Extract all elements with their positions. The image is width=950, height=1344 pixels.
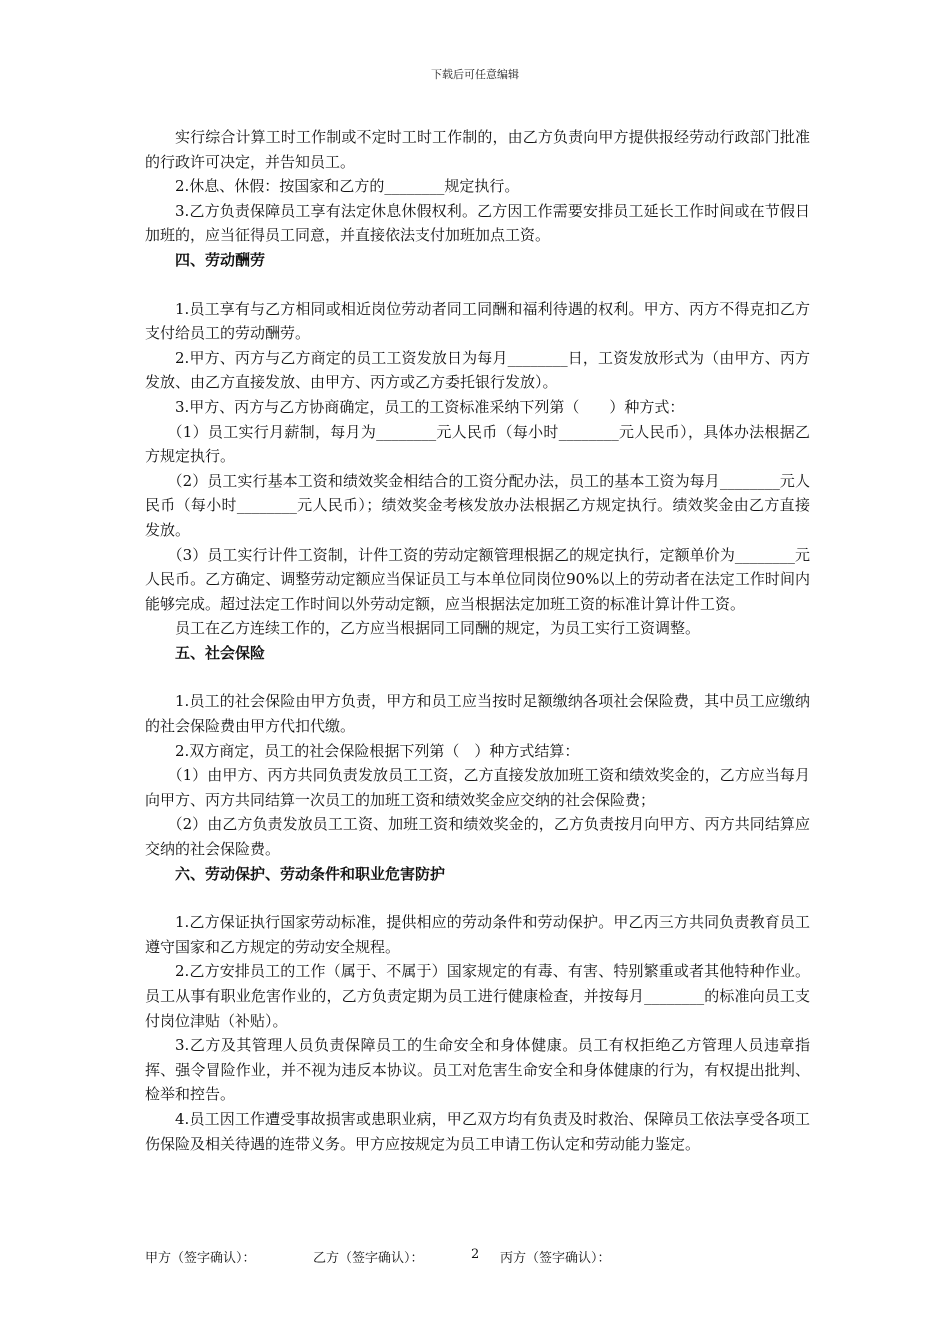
paragraph: （1）由甲方、丙方共同负责发放员工工资，乙方直接发放加班工资和绩效奖金的，乙方应当每月向甲方、丙方共同结算一次员工的加班工资和绩效奖金应交纳的社会保险费； — [145, 766, 810, 809]
paragraph: 3.甲方、丙方与乙方协商确定，员工的工资标准采纳下列第（ ）种方式： — [175, 397, 685, 416]
party-b-signature-label: 乙方（签字确认）： — [313, 1251, 424, 1266]
paragraph: 员工在乙方连续工作的，乙方应当根据同工同酬的规定，为员工实行工资调整。 — [175, 619, 701, 638]
contract-body — [145, 125, 810, 1156]
paragraph: 1.乙方保证执行国家劳动标准，提供相应的劳动条件和劳动保护。甲乙丙三方共同负责教育员工遵守国家和乙方规定的劳动安全规程。 — [145, 913, 810, 956]
section-heading-social-insurance: 五、社会保险 — [175, 643, 266, 662]
paragraph: （3）员工实行计件工资制，计件工资的劳动定额管理根据乙的规定执行，定额单价为________元人民币。乙方确定、调整劳动定额应当保证员工与本单位同岗位90%以上的劳动者在法定工作时间内能够完成。超过法定工作时间以外劳动定额，应当根据法定加班工资的标准计算计件工资。 — [145, 545, 810, 613]
paragraph: 2.甲方、丙方与乙方商定的员工工资发放日为每月________日，工资发放形式为（由甲方、丙方发放、由乙方直接发放、由甲方、丙方或乙方委托银行发放）。 — [145, 348, 810, 392]
paragraph: 1.员工享有与乙方相同或相近岗位劳动者同工同酬和福利待遇的权利。甲方、丙方不得克扣乙方支付给员工的劳动酬劳。 — [145, 299, 810, 343]
paragraph: 2.乙方安排员工的工作（属于、不属于）国家规定的有毒、有害、特别繁重或者其他特种作业。员工从事有职业危害作业的，乙方负责定期为员工进行健康检查，并按每月________的标准向员工支付岗位津贴（补贴）。 — [145, 962, 810, 1030]
party-a-signature-label: 甲方（签字确认）： — [145, 1251, 256, 1266]
paragraph: 3.乙方及其管理人员负责保障员工的生命安全和身体健康。员工有权拒绝乙方管理人员违章指挥、强令冒险作业，并不视为违反本协议。员工对危害生命安全和身体健康的行为，有权提出批判、检举和控告。 — [145, 1036, 810, 1104]
edit-notice: 下载后可任意编辑 — [431, 68, 519, 81]
party-c-signature-label: 丙方（签字确认）： — [500, 1251, 611, 1266]
paragraph: 1.员工的社会保险由甲方负责，甲方和员工应当按时足额缴纳各项社会保险费，其中员工应缴纳的社会保险费由甲方代扣代缴。 — [145, 692, 810, 736]
paragraph: 实行综合计算工时工作制或不定时工时工作制的，由乙方负责向甲方提供报经劳动行政部门批准的行政许可决定，并告知员工。 — [145, 128, 810, 171]
paragraph: （2）员工实行基本工资和绩效奖金相结合的工资分配办法，员工的基本工资为每月________元人民币（每小时________元人民币）；绩效奖金考核发放办法根据乙方规定执行。绩效奖金由乙方直接发放。 — [145, 471, 810, 539]
page-number: 2 — [471, 1247, 480, 1262]
paragraph: 4.员工因工作遭受事故损害或患职业病，甲乙双方均有负责及时救治、保障员工依法享受各项工伤保险及相关待遇的连带义务。甲方应按规定为员工申请工伤认定和劳动能力鉴定。 — [145, 1109, 810, 1153]
paragraph: 3.乙方负责保障员工享有法定休息休假权利。乙方因工作需要安排员工延长工作时间或在节假日加班的，应当征得员工同意，并直接依法支付加班加点工资。 — [145, 201, 810, 245]
paragraph: 2.双方商定，员工的社会保险根据下列第（ ）种方式结算： — [175, 741, 580, 760]
section-heading-labor-protection: 六、劳动保护、劳动条件和职业危害防护 — [175, 864, 446, 883]
paragraph: （1）员工实行月薪制，每月为________元人民币（每小时________元人民币），具体办法根据乙方规定执行。 — [145, 422, 810, 466]
paragraph: （2）由乙方负责发放员工工资、加班工资和绩效奖金的，乙方负责按月向甲方、丙方共同结算应交纳的社会保险费。 — [145, 815, 810, 859]
section-heading-remuneration: 四、劳动酬劳 — [175, 250, 266, 269]
paragraph: 2.休息、休假：按国家和乙方的________规定执行。 — [175, 177, 520, 196]
